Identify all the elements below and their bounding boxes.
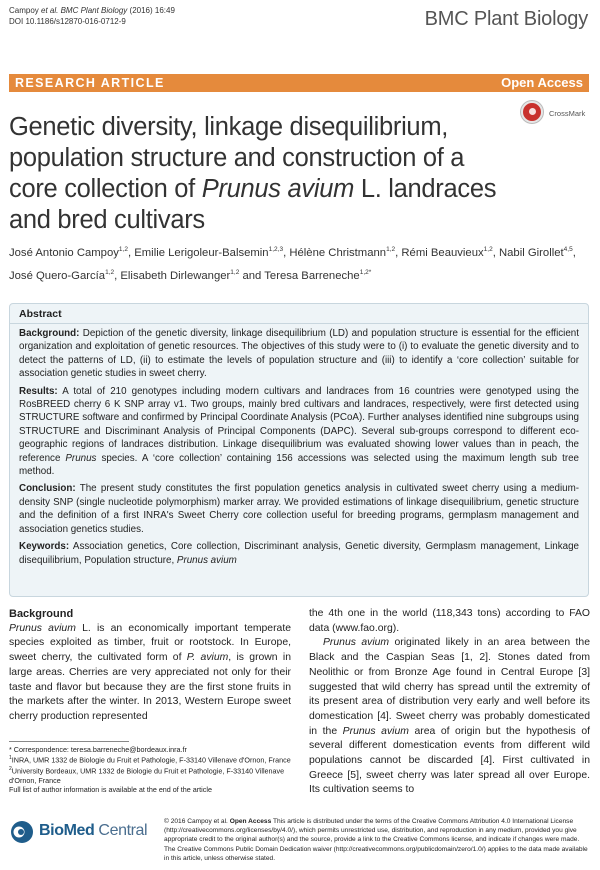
paragraph: Prunus avium originated likely in an area between the Black and the Caspian Seas [1, 2]. Stones dated from Neolithic or from Bronze Age found in Central Europe [3] suggested that wild cherry has spread until the extremity of its present area of distribution very early and well before its domestication [4]. Sweet cherry was probably domesticated in the Prunus avium area of origin but the hypothesis of several different domestication events from different wild populations cannot be discarded [4]. First cultivated in Greece [5], sweet cherry was later spread all over Europe. Its cultivation seems to <box>309 637 590 796</box>
abstract-results: Results: A total of 210 genotypes including modern cultivars and landraces from 16 countries were genotyped using the RosBREED cherry 6 K SNP array v1. Two groups, mainly bred cultivars and landraces, respectively, were first detected using STRUCTURE software and confirmed by Principal Coordinate Analysis (PCoA). Further analyses identified nine subgroups using STRUCTURE and Discriminant Analysis of Principal Components (DAPC). Several sub-groups correspond to different eco-geographic regions of landraces distribution. Linkage disequilibrium was evaluated showing lower values than in peach, the reference Prunus species. A ‘core collection’ containing 156 accessions was selected using the maximum length sub tree method. <box>19 385 579 478</box>
section-heading: Background <box>9 608 74 620</box>
affiliation: $^2$University Bordeaux, UMR 1332 de Biologie du Fruit et Pathologie, F-33140 Villenave d'Ornon, France <box>9 766 285 785</box>
author-list: José Antonio Campoy$^{1,2}$, Emilie Lerigoleur-Balsemin$^{1,2,3}$, Hélène Christmann$^{1,2}$, Rémi Beauvieux$^{1,2}$, Nabil Girollet$^{4,5}$, José Quero-García$^{1,2}$, Elisabeth Dirlewanger$^{1,2}$ and Teresa Barreneche$^{1,2*}$ <box>9 246 576 282</box>
paragraph: Prunus avium L. is an economically important temperate species exploited as timber, fruit or rootstock. In Europe, sweet cherry, the cultivated form of P. avium, is grown in large areas. Cherries are very appreciated not only for their taste and flavor but because they are the first stone fruits in the markets after the winter. In 2013, Western Europe sweet cherry production represented <box>9 622 291 722</box>
author: Teresa Barreneche <box>264 269 360 282</box>
author: Rémi Beauvieux <box>401 246 484 259</box>
citation <box>9 5 175 27</box>
author: Hélène Christmann <box>289 246 387 259</box>
publisher-logo <box>9 817 149 847</box>
correspondence: * Correspondence: teresa.barreneche@bordeaux.inra.fr <box>9 745 187 754</box>
article-title: Genetic diversity, linkage disequilibrium, population structure and construction of a core collection of Prunus avium L. landraces and bred cultivars <box>9 113 497 234</box>
body-column-right <box>309 607 590 798</box>
paragraph: the 4th one in the world (118,343 tons) according to FAO data (www.fao.org). <box>309 608 590 634</box>
abstract-keywords: Keywords: Association genetics, Core collection, Discriminant analysis, Genetic diversity, Germplasm management, Linkage disequilibrium, Population structure, Prunus avium <box>19 541 580 566</box>
article-type: RESEARCH ARTICLE <box>15 76 165 90</box>
author: Nabil Girollet <box>498 246 564 259</box>
article-type-banner <box>9 74 589 92</box>
citation-doi: DOI 10.1186/s12870-016-0712-9 <box>9 17 126 26</box>
author: Emilie Lerigoleur-Balsemin <box>134 246 269 259</box>
abstract-background: Background: Depiction of the genetic diversity, linkage disequilibrium (LD) and population structure is essential for the efficient organization and exploitation of genetic resources. The objectives of this study were to (i) to evaluate the genetic diversity and to detect the patterns of LD, (ii) to estimate the levels of population structure and (iii) to identify a ‘core collection’ suitable for association genetic studies in sweet cherry. <box>19 328 579 380</box>
body-column-left <box>9 607 291 725</box>
crossmark-label: CrossMark <box>549 109 586 118</box>
biomed-central-icon <box>9 820 35 844</box>
affiliation: $^1$INRA, UMR 1332 de Biologie du Fruit et Pathologie, F-33140 Villenave d'Ornon, France <box>9 755 291 765</box>
crossmark-badge[interactable] <box>519 99 589 129</box>
abstract-conclusion: Conclusion: The present study constitutes the first population genetics analysis in cultivated sweet cherry using a medium-density SNP (single nucleotide polymorphism) marker array. We provided estimations of linkage disequilibrium, genetic structure and the definition of a first INRA's Sweet Cherry core collection useful for breeding programs, germplasm management and association genetics studies. <box>19 483 580 535</box>
full-author-info-note: Full list of author information is available at the end of the article <box>9 785 212 795</box>
footnotes <box>9 745 291 795</box>
publisher-name: BioMed Central <box>39 822 148 839</box>
footnote-divider <box>9 741 129 742</box>
abstract-heading: Abstract <box>10 304 588 324</box>
abstract-box <box>9 303 589 597</box>
abstract-body <box>10 324 588 567</box>
author: José Quero-García <box>9 269 106 282</box>
journal-name: BMC Plant Biology <box>424 8 588 30</box>
author: José Antonio Campoy <box>9 246 119 259</box>
citation-line-1: Campoy et al. BMC Plant Biology (2016) 16:49 <box>9 6 175 15</box>
license-statement: © 2016 Campoy et al. Open Access This article is distributed under the terms of the Creative Commons Attribution 4.0 International License (http://creativecommons.org/licenses/by/4.0/), which permits unrestricted use, distribution, and reproduction in any medium, provided you give appropriate credit to the original author(s) and the source, provide a link to the Creative Commons license, and indicate if changes were made. The Creative Commons Public Domain Dedication waiver (http://creativecommons.org/publicdomain/zero/1.0/) applies to the data made available in this article, unless otherwise stated. <box>164 818 588 862</box>
crossmark-icon <box>521 101 543 123</box>
open-access-label: Open Access <box>501 75 583 90</box>
author: Elisabeth Dirlewanger <box>120 269 231 282</box>
